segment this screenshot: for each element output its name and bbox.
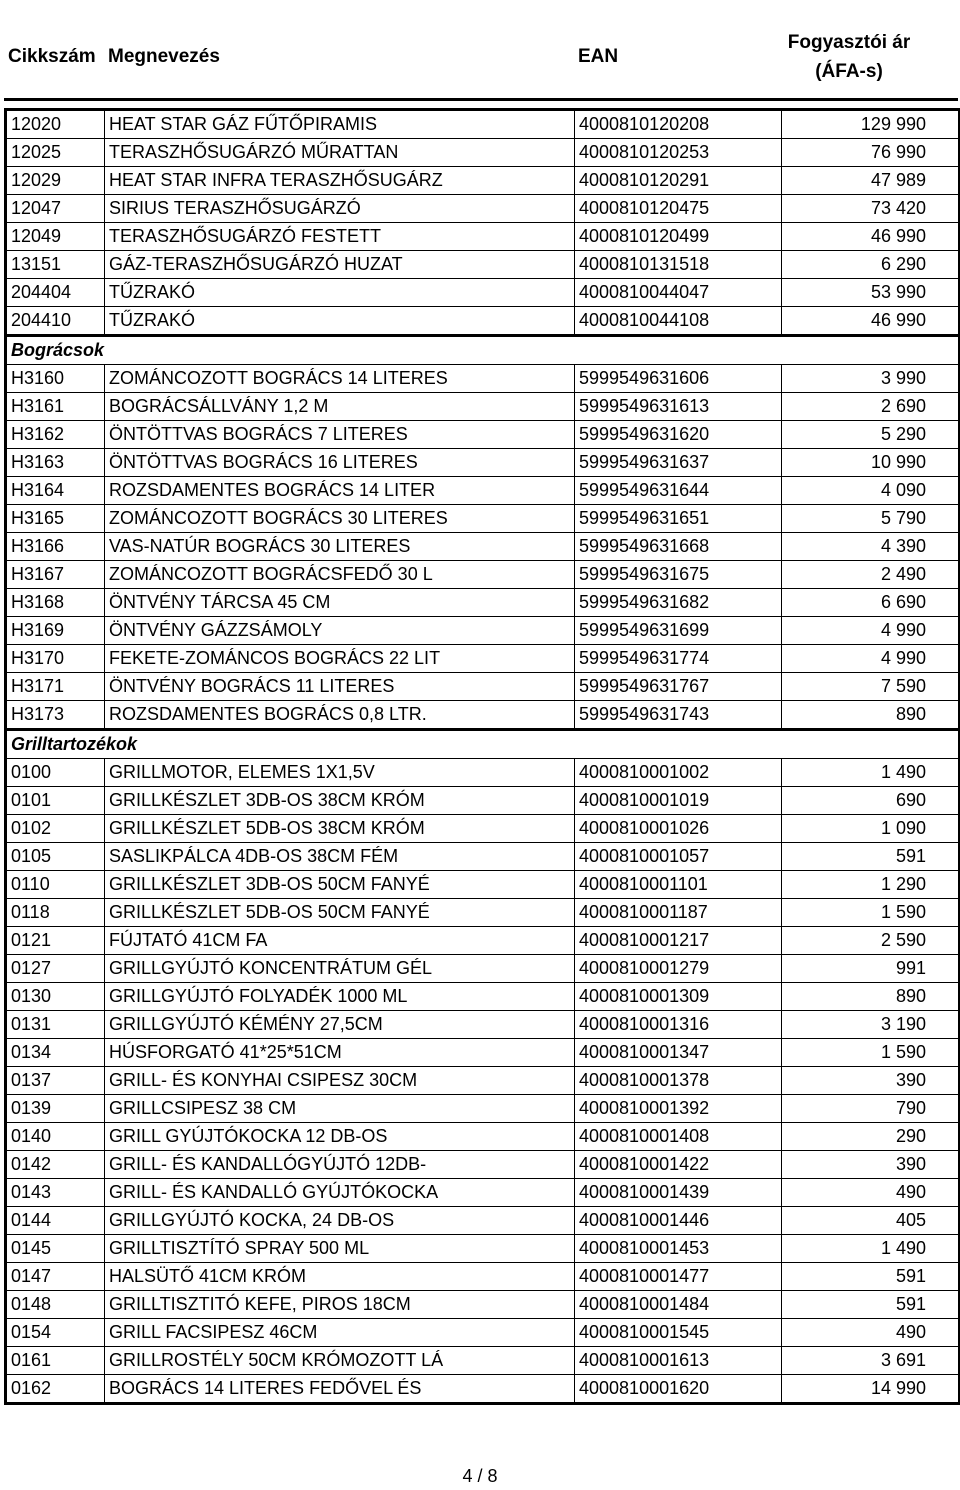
- cell-code: 0101: [6, 787, 105, 815]
- cell-price: 3 691: [782, 1347, 960, 1375]
- table-row: [6, 899, 960, 927]
- cell-name: ÖNTVÉNY GÁZZSÁMOLY: [105, 617, 575, 645]
- cell-code: 12049: [6, 223, 105, 251]
- cell-price: 490: [782, 1179, 960, 1207]
- cell-name: GRILLMOTOR, ELEMES 1X1,5V: [105, 759, 575, 787]
- table-row: [6, 279, 960, 307]
- cell-name: FÚJTATÓ 41CM FA: [105, 927, 575, 955]
- cell-name: HEAT STAR INFRA TERASZHŐSUGÁRZ: [105, 167, 575, 195]
- cell-price: 390: [782, 1067, 960, 1095]
- cell-code: H3173: [6, 701, 105, 730]
- section-row: [6, 730, 960, 759]
- cell-price: 7 590: [782, 673, 960, 701]
- cell-ean: 4000810044108: [575, 307, 782, 336]
- cell-code: 12020: [6, 110, 105, 139]
- cell-code: 0145: [6, 1235, 105, 1263]
- cell-price: 2 590: [782, 927, 960, 955]
- table-row: [6, 393, 960, 421]
- table-row: [6, 449, 960, 477]
- cell-price: 10 990: [782, 449, 960, 477]
- cell-code: 0139: [6, 1095, 105, 1123]
- cell-name: GRILLKÉSZLET 5DB-OS 50CM FANYÉ: [105, 899, 575, 927]
- cell-name: GRILL- ÉS KANDALLÓ GYÚJTÓKOCKA: [105, 1179, 575, 1207]
- header-price-line1: Fogyasztói ár: [787, 32, 911, 53]
- cell-name: ÖNTVÉNY BOGRÁCS 11 LITERES: [105, 673, 575, 701]
- cell-price: 405: [782, 1207, 960, 1235]
- price-table: [4, 108, 960, 1405]
- cell-ean: 5999549631620: [575, 421, 782, 449]
- table-row: [6, 139, 960, 167]
- table-row: [6, 307, 960, 336]
- table-row: [6, 871, 960, 899]
- cell-code: 0110: [6, 871, 105, 899]
- cell-ean: 4000810001187: [575, 899, 782, 927]
- cell-code: H3161: [6, 393, 105, 421]
- cell-code: H3164: [6, 477, 105, 505]
- table-row: [6, 477, 960, 505]
- table-row: [6, 195, 960, 223]
- cell-code: 0121: [6, 927, 105, 955]
- cell-price: 6 290: [782, 251, 960, 279]
- cell-ean: 4000810001101: [575, 871, 782, 899]
- cell-price: 591: [782, 1291, 960, 1319]
- cell-price: 47 989: [782, 167, 960, 195]
- cell-ean: 4000810120291: [575, 167, 782, 195]
- cell-name: VAS-NATÚR BOGRÁCS 30 LITERES: [105, 533, 575, 561]
- table-row: [6, 983, 960, 1011]
- table-row: [6, 533, 960, 561]
- cell-price: 1 590: [782, 1039, 960, 1067]
- cell-ean: 4000810120475: [575, 195, 782, 223]
- table-row: [6, 110, 960, 139]
- cell-code: 0161: [6, 1347, 105, 1375]
- cell-ean: 4000810120499: [575, 223, 782, 251]
- cell-ean: 4000810001408: [575, 1123, 782, 1151]
- cell-price: 991: [782, 955, 960, 983]
- cell-price: 76 990: [782, 139, 960, 167]
- cell-code: 0154: [6, 1319, 105, 1347]
- cell-ean: 4000810131518: [575, 251, 782, 279]
- cell-price: 46 990: [782, 307, 960, 336]
- cell-ean: 4000810001446: [575, 1207, 782, 1235]
- cell-name: GRILLGYÚJTÓ KOCKA, 24 DB-OS: [105, 1207, 575, 1235]
- cell-name: BOGRÁCSÁLLVÁNY 1,2 M: [105, 393, 575, 421]
- cell-name: ÖNTÖTTVAS BOGRÁCS 7 LITERES: [105, 421, 575, 449]
- cell-ean: 4000810001453: [575, 1235, 782, 1263]
- table-row: [6, 1207, 960, 1235]
- cell-code: 13151: [6, 251, 105, 279]
- cell-name: GRILLGYÚJTÓ KÉMÉNY 27,5CM: [105, 1011, 575, 1039]
- cell-ean: 4000810001484: [575, 1291, 782, 1319]
- cell-code: 0102: [6, 815, 105, 843]
- cell-price: 4 990: [782, 645, 960, 673]
- cell-price: 1 490: [782, 1235, 960, 1263]
- cell-code: 0131: [6, 1011, 105, 1039]
- cell-price: 4 090: [782, 477, 960, 505]
- table-row: [6, 1095, 960, 1123]
- cell-price: 390: [782, 1151, 960, 1179]
- page-number: 4 / 8: [462, 1466, 498, 1486]
- table-row: [6, 1263, 960, 1291]
- cell-name: GRILLGYÚJTÓ FOLYADÉK 1000 ML: [105, 983, 575, 1011]
- cell-ean: 5999549631675: [575, 561, 782, 589]
- cell-ean: 4000810044047: [575, 279, 782, 307]
- cell-code: 12025: [6, 139, 105, 167]
- cell-code: H3160: [6, 365, 105, 393]
- cell-code: H3165: [6, 505, 105, 533]
- table-row: [6, 927, 960, 955]
- cell-ean: 4000810001439: [575, 1179, 782, 1207]
- table-row: [6, 1375, 960, 1404]
- table-row: [6, 815, 960, 843]
- cell-price: 53 990: [782, 279, 960, 307]
- section-row: [6, 336, 960, 365]
- cell-ean: 5999549631613: [575, 393, 782, 421]
- table-row: [6, 1039, 960, 1067]
- cell-ean: 5999549631743: [575, 701, 782, 730]
- cell-ean: 4000810001217: [575, 927, 782, 955]
- cell-name: GRILLKÉSZLET 3DB-OS 38CM KRÓM: [105, 787, 575, 815]
- cell-code: H3169: [6, 617, 105, 645]
- cell-name: GRILL GYÚJTÓKOCKA 12 DB-OS: [105, 1123, 575, 1151]
- header-price-line2: (ÁFA-s): [815, 61, 883, 82]
- cell-price: 1 590: [782, 899, 960, 927]
- cell-price: 2 690: [782, 393, 960, 421]
- cell-name: GRILLROSTÉLY 50CM KRÓMOZOTT LÁ: [105, 1347, 575, 1375]
- cell-ean: 4000810001026: [575, 815, 782, 843]
- cell-ean: 5999549631606: [575, 365, 782, 393]
- cell-ean: 4000810001347: [575, 1039, 782, 1067]
- cell-ean: 5999549631767: [575, 673, 782, 701]
- table-row: [6, 589, 960, 617]
- cell-ean: 4000810001378: [575, 1067, 782, 1095]
- header-divider: [4, 98, 958, 101]
- cell-price: 1 290: [782, 871, 960, 899]
- table-row: [6, 365, 960, 393]
- table-row: [6, 1123, 960, 1151]
- cell-price: 1 090: [782, 815, 960, 843]
- cell-code: 0143: [6, 1179, 105, 1207]
- cell-price: 591: [782, 1263, 960, 1291]
- cell-name: TERASZHŐSUGÁRZÓ MŰRATTAN: [105, 139, 575, 167]
- cell-code: 0137: [6, 1067, 105, 1095]
- table-row: [6, 787, 960, 815]
- cell-code: 0127: [6, 955, 105, 983]
- section-label: Grilltartozékok: [6, 730, 960, 759]
- cell-code: 204410: [6, 307, 105, 336]
- cell-name: GRILL- ÉS KANDALLÓGYÚJTÓ 12DB-: [105, 1151, 575, 1179]
- table-row: [6, 561, 960, 589]
- cell-code: 0100: [6, 759, 105, 787]
- cell-code: 204404: [6, 279, 105, 307]
- cell-ean: 4000810001422: [575, 1151, 782, 1179]
- cell-ean: 4000810001392: [575, 1095, 782, 1123]
- table-row: [6, 673, 960, 701]
- table-header: [4, 24, 958, 98]
- cell-price: 4 390: [782, 533, 960, 561]
- table-row: [6, 505, 960, 533]
- cell-price: 3 990: [782, 365, 960, 393]
- table-row: [6, 645, 960, 673]
- cell-ean: 4000810120208: [575, 110, 782, 139]
- cell-price: 6 690: [782, 589, 960, 617]
- cell-price: 591: [782, 843, 960, 871]
- cell-code: H3167: [6, 561, 105, 589]
- table-row: [6, 1235, 960, 1263]
- cell-code: 0162: [6, 1375, 105, 1404]
- cell-ean: 4000810001620: [575, 1375, 782, 1404]
- cell-ean: 5999549631699: [575, 617, 782, 645]
- cell-code: 0148: [6, 1291, 105, 1319]
- cell-name: ZOMÁNCOZOTT BOGRÁCS 14 LITERES: [105, 365, 575, 393]
- cell-code: H3166: [6, 533, 105, 561]
- cell-ean: 4000810001309: [575, 983, 782, 1011]
- cell-ean: 4000810001019: [575, 787, 782, 815]
- cell-price: 690: [782, 787, 960, 815]
- cell-price: 73 420: [782, 195, 960, 223]
- header-megnevezes: Megnevezés: [108, 46, 220, 67]
- table-row: [6, 1067, 960, 1095]
- cell-name: TŰZRAKÓ: [105, 307, 575, 336]
- cell-ean: 5999549631668: [575, 533, 782, 561]
- cell-price: 890: [782, 983, 960, 1011]
- cell-name: GRILLKÉSZLET 5DB-OS 38CM KRÓM: [105, 815, 575, 843]
- table-row: [6, 701, 960, 730]
- cell-name: GRILLCSIPESZ 38 CM: [105, 1095, 575, 1123]
- cell-ean: 4000810001279: [575, 955, 782, 983]
- cell-name: BOGRÁCS 14 LITERES FEDŐVEL ÉS: [105, 1375, 575, 1404]
- table-row: [6, 1291, 960, 1319]
- cell-code: H3163: [6, 449, 105, 477]
- cell-code: 0140: [6, 1123, 105, 1151]
- cell-ean: 4000810001613: [575, 1347, 782, 1375]
- cell-name: ZOMÁNCOZOTT BOGRÁCSFEDŐ 30 L: [105, 561, 575, 589]
- cell-name: FEKETE-ZOMÁNCOS BOGRÁCS 22 LIT: [105, 645, 575, 673]
- table-row: [6, 1151, 960, 1179]
- cell-name: TŰZRAKÓ: [105, 279, 575, 307]
- table-row: [6, 759, 960, 787]
- cell-name: GÁZ-TERASZHŐSUGÁRZÓ HUZAT: [105, 251, 575, 279]
- section-label: Bográcsok: [6, 336, 960, 365]
- header-cikkszam: Cikkszám: [8, 46, 96, 67]
- cell-price: 5 790: [782, 505, 960, 533]
- cell-price: 490: [782, 1319, 960, 1347]
- cell-price: 46 990: [782, 223, 960, 251]
- cell-name: HÚSFORGATÓ 41*25*51CM: [105, 1039, 575, 1067]
- header-price: [774, 28, 924, 86]
- cell-ean: 5999549631682: [575, 589, 782, 617]
- cell-code: H3171: [6, 673, 105, 701]
- table-row: [6, 843, 960, 871]
- cell-price: 890: [782, 701, 960, 730]
- cell-name: ROZSDAMENTES BOGRÁCS 14 LITER: [105, 477, 575, 505]
- cell-code: 0147: [6, 1263, 105, 1291]
- cell-ean: 4000810001057: [575, 843, 782, 871]
- cell-ean: 5999549631774: [575, 645, 782, 673]
- cell-name: GRILLKÉSZLET 3DB-OS 50CM FANYÉ: [105, 871, 575, 899]
- cell-price: 4 990: [782, 617, 960, 645]
- cell-ean: 5999549631637: [575, 449, 782, 477]
- cell-name: HALSÜTŐ 41CM KRÓM: [105, 1263, 575, 1291]
- cell-code: H3170: [6, 645, 105, 673]
- cell-price: 790: [782, 1095, 960, 1123]
- cell-name: TERASZHŐSUGÁRZÓ FESTETT: [105, 223, 575, 251]
- cell-ean: 5999549631644: [575, 477, 782, 505]
- cell-ean: 4000810120253: [575, 139, 782, 167]
- cell-code: 0142: [6, 1151, 105, 1179]
- cell-name: ÖNTÖTTVAS BOGRÁCS 16 LITERES: [105, 449, 575, 477]
- cell-code: H3162: [6, 421, 105, 449]
- cell-name: HEAT STAR GÁZ FŰTŐPIRAMIS: [105, 110, 575, 139]
- cell-price: 3 190: [782, 1011, 960, 1039]
- table-row: [6, 617, 960, 645]
- cell-name: ÖNTVÉNY TÁRCSA 45 CM: [105, 589, 575, 617]
- cell-ean: 4000810001545: [575, 1319, 782, 1347]
- cell-ean: 4000810001477: [575, 1263, 782, 1291]
- cell-price: 2 490: [782, 561, 960, 589]
- cell-code: 0134: [6, 1039, 105, 1067]
- cell-ean: 4000810001002: [575, 759, 782, 787]
- cell-name: GRILLTISZTITÓ KEFE, PIROS 18CM: [105, 1291, 575, 1319]
- cell-ean: 4000810001316: [575, 1011, 782, 1039]
- cell-price: 290: [782, 1123, 960, 1151]
- table-row: [6, 955, 960, 983]
- cell-name: SIRIUS TERASZHŐSUGÁRZÓ: [105, 195, 575, 223]
- table-row: [6, 167, 960, 195]
- cell-code: H3168: [6, 589, 105, 617]
- cell-code: 12047: [6, 195, 105, 223]
- cell-code: 0105: [6, 843, 105, 871]
- cell-name: SASLIKPÁLCA 4DB-OS 38CM FÉM: [105, 843, 575, 871]
- cell-name: GRILLGYÚJTÓ KONCENTRÁTUM GÉL: [105, 955, 575, 983]
- table-row: [6, 1347, 960, 1375]
- cell-name: ROZSDAMENTES BOGRÁCS 0,8 LTR.: [105, 701, 575, 730]
- cell-price: 14 990: [782, 1375, 960, 1404]
- cell-name: ZOMÁNCOZOTT BOGRÁCS 30 LITERES: [105, 505, 575, 533]
- cell-name: GRILL- ÉS KONYHAI CSIPESZ 30CM: [105, 1067, 575, 1095]
- cell-price: 5 290: [782, 421, 960, 449]
- table-row: [6, 421, 960, 449]
- table-row: [6, 1319, 960, 1347]
- cell-name: GRILLTISZTÍTÓ SPRAY 500 ML: [105, 1235, 575, 1263]
- table-row: [6, 223, 960, 251]
- cell-code: 0118: [6, 899, 105, 927]
- header-ean: EAN: [578, 46, 619, 67]
- table-row: [6, 1179, 960, 1207]
- cell-code: 0130: [6, 983, 105, 1011]
- cell-code: 12029: [6, 167, 105, 195]
- cell-ean: 5999549631651: [575, 505, 782, 533]
- cell-name: GRILL FACSIPESZ 46CM: [105, 1319, 575, 1347]
- cell-price: 1 490: [782, 759, 960, 787]
- price-table-body: [6, 110, 960, 1404]
- cell-price: 129 990: [782, 110, 960, 139]
- table-row: [6, 1011, 960, 1039]
- cell-code: 0144: [6, 1207, 105, 1235]
- table-row: [6, 251, 960, 279]
